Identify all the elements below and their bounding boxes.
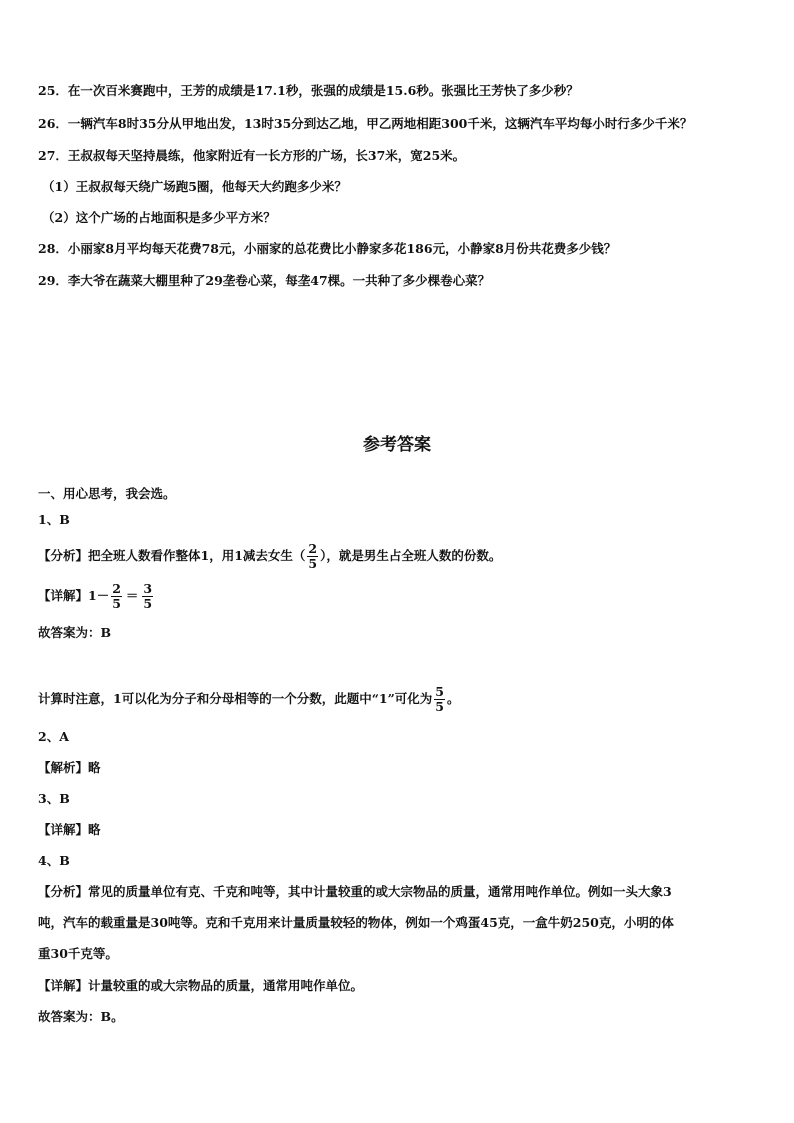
- answer-3-label: 3、B: [38, 791, 70, 806]
- answer-2-text: 【解析】略: [38, 760, 101, 775]
- fraction-numerator: 3: [143, 581, 153, 596]
- answer-1-detail-prefix: 【详解】1－: [38, 588, 110, 603]
- fraction-two-fifths: [307, 542, 318, 571]
- answer-4-detail: 【详解】计量较重的或大宗物品的质量，通常用吨作单位。: [38, 978, 364, 993]
- answer-1-analysis-suffix: ），就是男生占全班人数的份数。: [320, 548, 502, 563]
- answer-4-analysis-line: 吨，汽车的载重量是30吨等。克和千克用来计量质量较轻的物体，例如一个鸡蛋45克，一盒牛奶250克，小明的体: [38, 915, 674, 930]
- answer-1-note-prefix: 计算时注意，1可以化为分子和分母相等的一个分数，此题中“1”可化为: [38, 691, 433, 706]
- equals-sign: ＝: [125, 588, 139, 603]
- question-26: 26．一辆汽车8时35分从甲地出发，13时35分到达乙地，甲乙两地相距300千米，这辆汽车平均每小时行多少千米？: [38, 116, 693, 131]
- answer-1-analysis: [38, 538, 501, 574]
- answer-1-analysis-prefix: 【分析】把全班人数看作整体1，用1减去女生（: [38, 548, 306, 563]
- fraction-denominator: 5: [308, 556, 318, 571]
- fraction-denominator: 5: [435, 699, 444, 714]
- section-heading: 一、用心思考，我会选。: [38, 486, 176, 501]
- answer-1-note: [38, 681, 460, 717]
- fraction-numerator: 5: [435, 684, 444, 699]
- answer-1-detail: [38, 578, 155, 614]
- question-27: 27．王叔叔每天坚持晨练，他家附近有一长方形的广场，长37米，宽25米。: [38, 148, 466, 163]
- question-28: 28．小丽家8月平均每天花费78元，小丽家的总花费比小静家多花186元，小静家8月份共花费多少钱？: [38, 241, 617, 256]
- question-25: 25．在一次百米赛跑中，王芳的成绩是17.1秒，张强的成绩是15.6秒。张强比王芳快了多少秒？: [38, 83, 579, 98]
- answer-4-analysis-line: 【分析】常见的质量单位有克、千克和吨等，其中计量较重的或大宗物品的质量，通常用吨作单位。例如一头大象3: [38, 884, 672, 899]
- fraction-three-fifths: [142, 582, 153, 611]
- answer-2-label: 2、A: [38, 729, 69, 744]
- answer-4-result: 故答案为：B。: [38, 1009, 124, 1024]
- answer-1-note-suffix: 。: [446, 691, 460, 706]
- fraction-numerator: 2: [112, 581, 121, 596]
- answer-3-text: 【详解】略: [38, 822, 101, 837]
- fraction-denominator: 5: [112, 596, 121, 611]
- answer-1-label: 1、B: [38, 512, 70, 527]
- answer-4-analysis-line: 重30千克等。: [38, 946, 118, 961]
- fraction-two-fifths: [111, 582, 122, 611]
- answer-1-result: 故答案为：B: [38, 625, 112, 640]
- fraction-five-fifths: [434, 685, 445, 714]
- answers-title: 参考答案: [363, 435, 431, 455]
- question-27-part-2: （2）这个广场的占地面积是多少平方米？: [42, 210, 276, 225]
- answer-4-label: 4、B: [38, 853, 70, 868]
- fraction-numerator: 2: [308, 541, 318, 556]
- question-29: 29．李大爷在蔬菜大棚里种了29垄卷心菜，每垄47棵。一共种了多少棵卷心菜？: [38, 273, 491, 288]
- question-27-part-1: （1）王叔叔每天绕广场跑5圈，他每天大约跑多少米？: [42, 179, 347, 194]
- fraction-denominator: 5: [143, 596, 153, 611]
